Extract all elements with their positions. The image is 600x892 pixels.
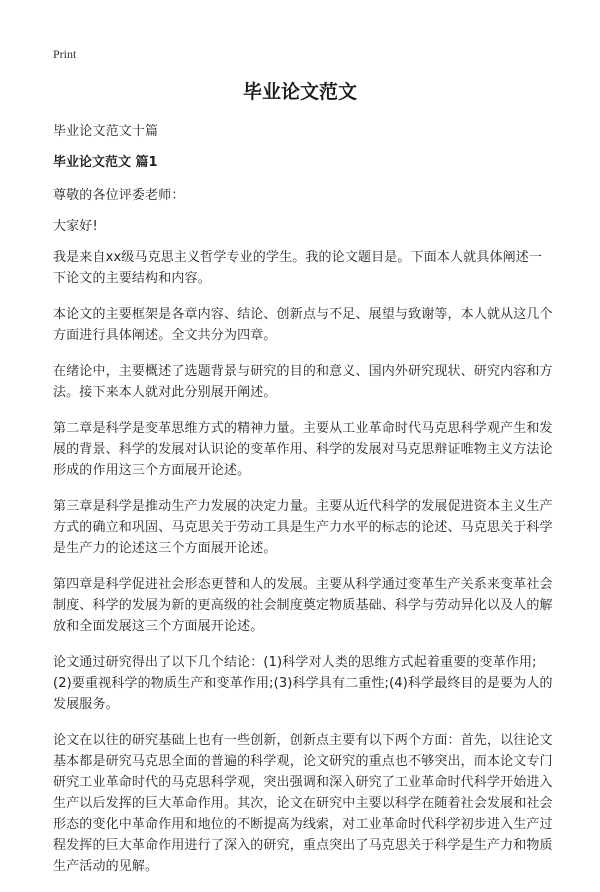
body-paragraph: 本论文的主要框架是各章内容、结论、创新点与不足、展望与致谢等，本人就从这几个方面进行具体阐述。全文共分为四章。 <box>53 307 553 343</box>
document-body <box>53 121 553 892</box>
page-title: 毕业论文范文 <box>242 81 357 103</box>
greeting-paragraph: 大家好! <box>53 219 98 234</box>
body-paragraph: 第四章是科学促进社会形态更替和人的发展。主要从科学通过变革生产关系来变革社会制度、科学的发展为新的更高级的社会制度奠定物质基础、科学与劳动异化以及人的解放和全面发展这三个方面展开论述。 <box>53 577 553 634</box>
salutation-paragraph: 尊敬的各位评委老师： <box>53 188 185 203</box>
section-heading: 毕业论文范文 篇1 <box>53 155 158 170</box>
body-paragraph: 我是来自xx级马克思主义哲学专业的学生。我的论文题目是。下面本人就具体阐述一下论文的主要结构和内容。 <box>53 250 543 286</box>
body-paragraph: 第三章是科学是推动生产力发展的决定力量。主要从近代科学的发展促进资本主义生产方式的确立和巩固、马克思关于劳动工具是生产力水平的标志的论述、马克思关于科学是生产力的论述这三个方面展开论述。 <box>53 499 553 556</box>
body-paragraph: 第二章是科学是变革思维方式的精神力量。主要从工业革命时代马克思科学观产生和发展的背景、科学的发展对认识论的变革作用、科学的发展对马克思辩证唯物主义方法论形成的作用这三个方面展开论述。 <box>53 421 553 478</box>
body-paragraph: 论文通过研究得出了以下几个结论：(1)科学对人类的思维方式起着重要的变革作用;(2)要重视科学的物质生产和变革作用;(3)科学具有二重性;(4)科学最终目的是要为人的发展服务。 <box>53 655 553 712</box>
print-link[interactable]: Print <box>53 47 77 61</box>
body-paragraph: 论文在以往的研究基础上也有一些创新，创新点主要有以下两个方面：首先，以往论文基本都是研究马克思全面的普遍的科学观，论文研究的重点也不够突出，而本论文专门研究工业革命时代的马克思科学观，突出强调和深入研究了工业革命时代科学开始进入生产以后发挥的巨大革命作用。其次，论文在研究中主要以科学在随着社会发展和社会形态的变化中革命作用和地位的不断提高为线索，对工业革命时代科学初步进入生产过程发挥的巨大革命作用进行了深入的研究，重点突出了马克思关于科学是生产力和物质生产活动的见解。 <box>53 733 553 874</box>
collection-label: 毕业论文范文十篇 <box>53 124 159 139</box>
body-paragraph: 在绪论中，主要概述了选题背景与研究的目的和意义、国内外研究现状、研究内容和方法。接下来本人就对此分别展开阐述。 <box>53 364 553 400</box>
